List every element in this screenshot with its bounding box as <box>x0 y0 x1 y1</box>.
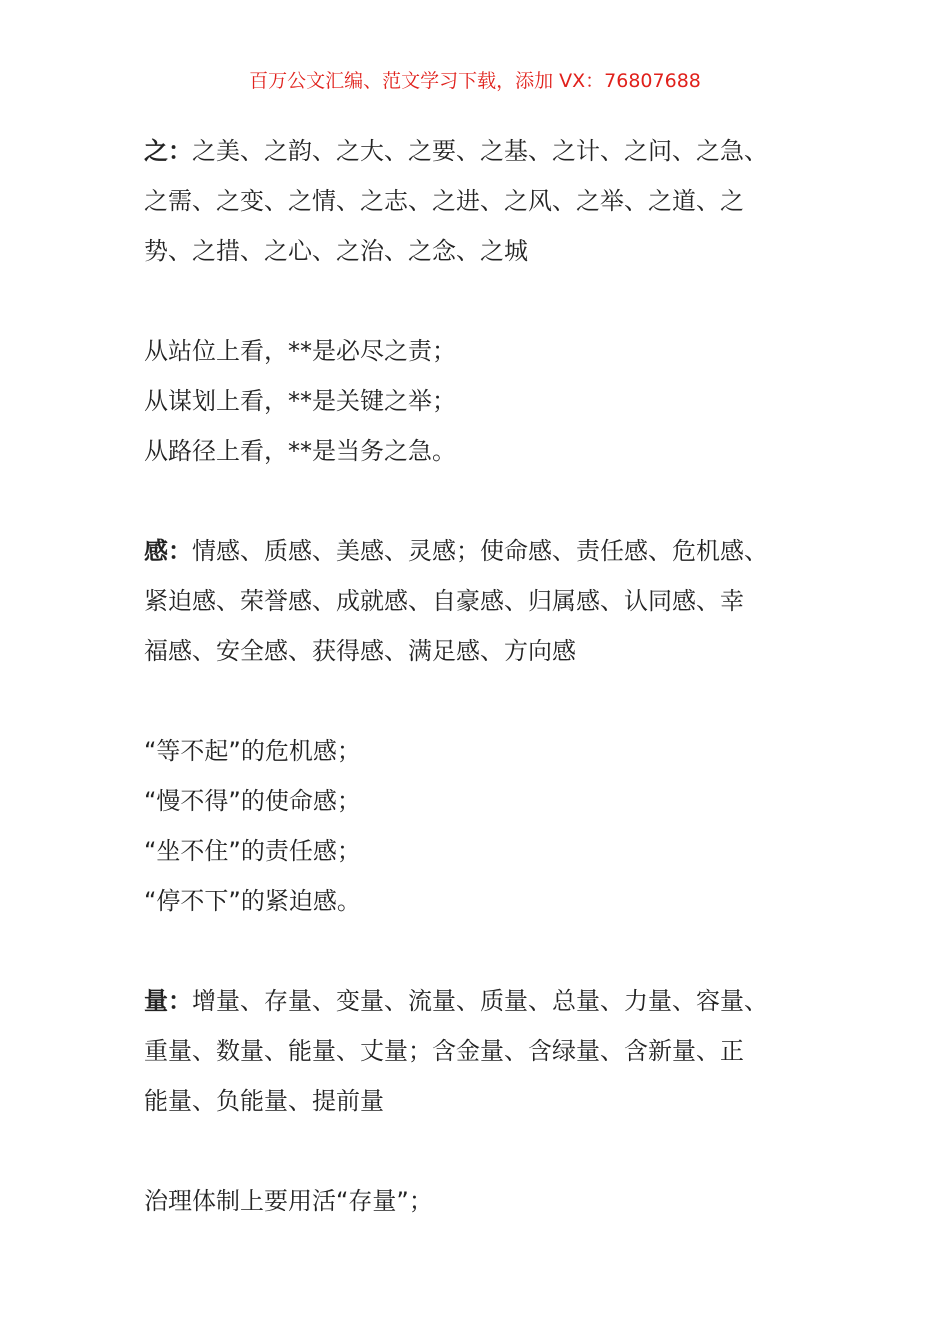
watermark-header: 百万公文汇编、范文学习下载，添加 VX：76807688 <box>249 70 701 92</box>
section-liang <box>144 976 824 1226</box>
spacer <box>144 1126 824 1176</box>
liang-line-3: 能量、负能量、提前量 <box>144 1087 384 1115</box>
zhi-example-3: 从路径上看，**是当务之急。 <box>144 437 456 465</box>
gan-example-1: “等不起”的危机感； <box>144 737 361 765</box>
liang-line-1 <box>144 976 824 1026</box>
zhi-text-1: 之美、之韵、之大、之要、之基、之计、之问、之急、 <box>192 137 768 165</box>
spacer <box>144 676 824 726</box>
liang-text-1: 增量、存量、变量、流量、质量、总量、力量、容量、 <box>192 987 768 1015</box>
spacer <box>144 926 824 976</box>
gan-example-4: “停不下”的紧迫感。 <box>144 887 361 915</box>
liang-example-1: 治理体制上要用活“存量”； <box>144 1187 433 1215</box>
gan-example-2: “慢不得”的使命感； <box>144 787 361 815</box>
gan-line-1 <box>144 526 824 576</box>
zhi-example-2: 从谋划上看，**是关键之举； <box>144 387 456 415</box>
section-zhi <box>144 126 824 476</box>
section-gan <box>144 526 824 926</box>
gan-line-2: 紧迫感、荣誉感、成就感、自豪感、归属感、认同感、幸 <box>144 587 744 615</box>
spacer <box>144 276 824 326</box>
zhi-example-1: 从站位上看，**是必尽之责； <box>144 337 456 365</box>
zhi-line-3: 势、之措、之心、之治、之念、之城 <box>144 237 528 265</box>
gan-example-3: “坐不住”的责任感； <box>144 837 361 865</box>
liang-line-2: 重量、数量、能量、丈量；含金量、含绿量、含新量、正 <box>144 1037 744 1065</box>
document-body <box>144 126 824 1226</box>
liang-term: 量： <box>144 987 192 1015</box>
gan-line-3: 福感、安全感、获得感、满足感、方向感 <box>144 637 576 665</box>
zhi-line-1 <box>144 126 824 176</box>
gan-term: 感： <box>144 537 192 565</box>
zhi-term: 之： <box>144 137 192 165</box>
gan-text-1: 情感、质感、美感、灵感；使命感、责任感、危机感、 <box>192 537 768 565</box>
zhi-line-2: 之需、之变、之情、之志、之进、之风、之举、之道、之 <box>144 187 744 215</box>
spacer <box>144 476 824 526</box>
